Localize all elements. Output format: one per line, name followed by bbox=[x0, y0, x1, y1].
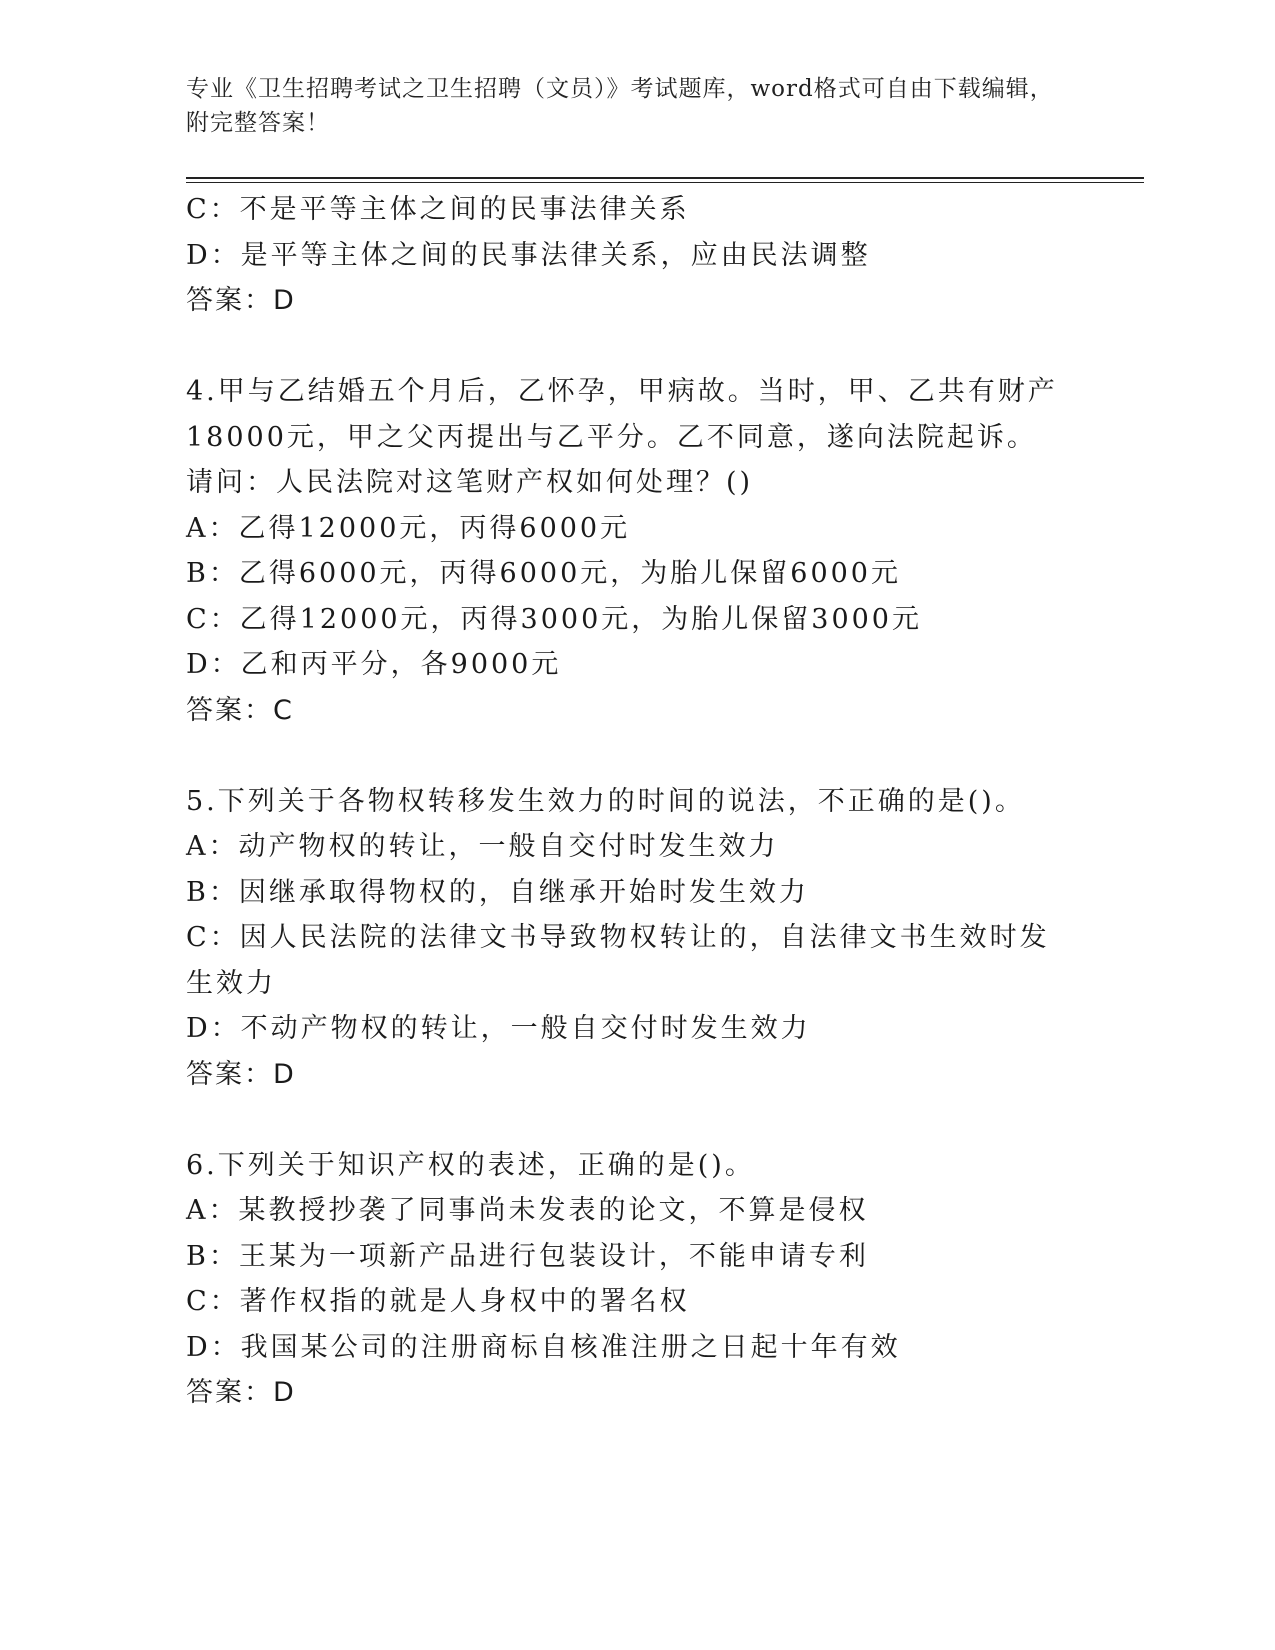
option-c: C：乙得12000元，丙得3000元，为胎儿保留3000元 bbox=[186, 603, 922, 635]
option-b: B：乙得6000元，丙得6000元，为胎儿保留6000元 bbox=[186, 558, 901, 589]
answer-line: 答案：D bbox=[186, 285, 296, 316]
question-6 bbox=[186, 1143, 1066, 1416]
option-d: D：我国某公司的注册商标自核准注册之日起十年有效 bbox=[186, 1331, 901, 1363]
option-c: C：著作权指的就是人身权中的署名权 bbox=[186, 1286, 690, 1317]
question-stem: 5.下列关于各物权转移发生效力的时间的说法，不正确的是()。 bbox=[186, 785, 1025, 817]
option-c: C：因人民法院的法律文书导致物权转让的，自法律文书生效时发生效力 bbox=[186, 922, 1050, 999]
option-a: A：动产物权的转让，一般自交付时发生效力 bbox=[186, 831, 779, 862]
spacer bbox=[186, 733, 1066, 779]
question-content bbox=[186, 187, 1066, 1416]
spacer bbox=[186, 1097, 1066, 1143]
question-stem: 6.下列关于知识产权的表述，正确的是()。 bbox=[186, 1149, 755, 1181]
option-a: A：乙得12000元，丙得6000元 bbox=[186, 512, 631, 544]
partial-question bbox=[186, 187, 1066, 324]
option-b: B：王某为一项新产品进行包装设计，不能申请专利 bbox=[186, 1240, 869, 1272]
question-4 bbox=[186, 369, 1066, 733]
answer-line: 答案：D bbox=[186, 1058, 296, 1090]
document-header: 专业《卫生招聘考试之卫生招聘（文员）》考试题库，word格式可自由下载编辑，附完整答案！ bbox=[186, 76, 1054, 136]
answer-line: 答案：D bbox=[186, 1377, 296, 1408]
option-b: B：因继承取得物权的，自继承开始时发生效力 bbox=[186, 876, 809, 908]
header-rule-thick bbox=[186, 177, 1144, 179]
option-c: C：不是平等主体之间的民事法律关系 bbox=[186, 194, 690, 225]
spacer bbox=[186, 324, 1066, 370]
answer-line: 答案：C bbox=[186, 694, 294, 726]
option-a: A：某教授抄袭了同事尚未发表的论文，不算是侵权 bbox=[186, 1195, 869, 1226]
header-rule-thin bbox=[186, 182, 1144, 183]
option-d: D：乙和丙平分，各9000元 bbox=[186, 649, 562, 680]
option-d: D：不动产物权的转让，一般自交付时发生效力 bbox=[186, 1013, 811, 1044]
option-d: D：是平等主体之间的民事法律关系，应由民法调整 bbox=[186, 239, 871, 271]
question-5 bbox=[186, 779, 1066, 1098]
question-stem: 4.甲与乙结婚五个月后，乙怀孕，甲病故。当时，甲、乙共有财产18000元，甲之父丙提出与乙平分。乙不同意，遂向法院起诉。请问：人民法院对这笔财产权如何处理？() bbox=[186, 376, 1058, 498]
